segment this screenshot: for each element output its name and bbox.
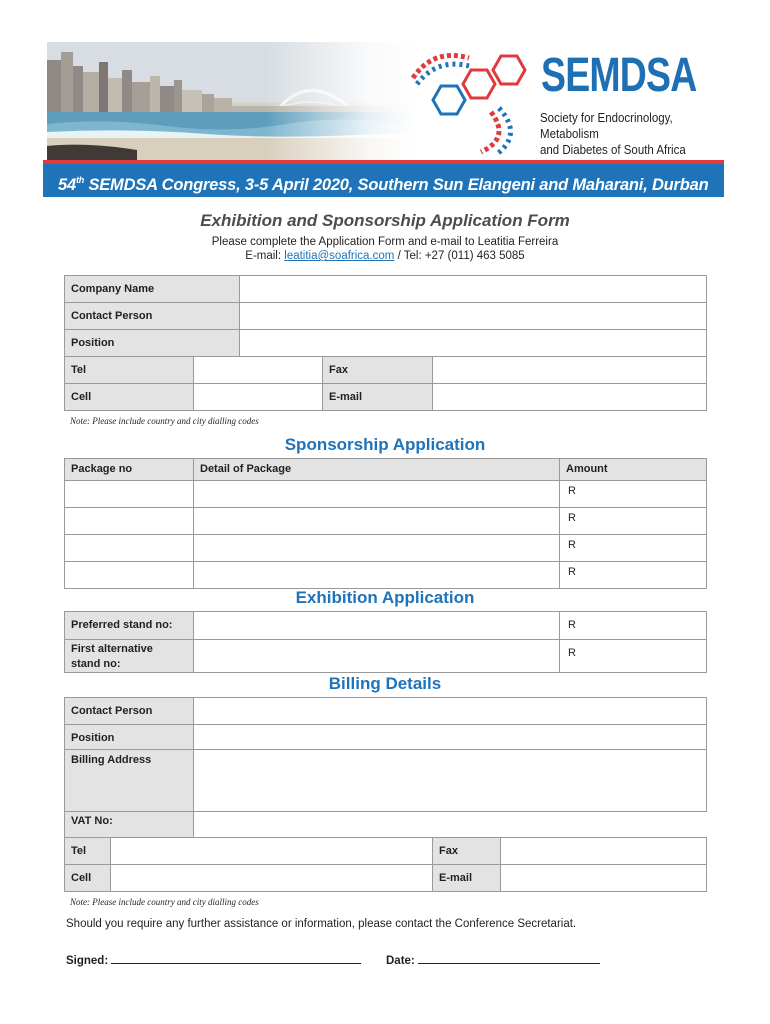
tel-field[interactable] (194, 357, 323, 384)
header-banner (43, 42, 724, 197)
signed-field[interactable]: Signed: (66, 954, 361, 967)
sponsorship-heading: Sponsorship Application (284, 435, 486, 454)
billing-cell-field[interactable] (111, 865, 433, 892)
vat-no-field[interactable] (194, 812, 707, 838)
society-tagline: Society for Endocrinology, Metabolism and Diabetes of South Africa (540, 111, 686, 157)
billing-contact-person-field[interactable] (194, 698, 707, 725)
preferred-stand-field[interactable] (194, 612, 560, 640)
preferred-stand-label: Preferred stand no: (65, 612, 194, 640)
billing-email-label: E-mail (433, 865, 501, 892)
amount-header: Amount (560, 459, 707, 481)
package-detail-field[interactable] (194, 508, 560, 535)
billing-email-field[interactable] (501, 865, 707, 892)
billing-address-label: Billing Address (65, 750, 194, 812)
semdsa-wordmark: SEMDSA (541, 49, 697, 102)
amount-field[interactable]: R (560, 481, 707, 508)
vat-no-label: VAT No: (65, 812, 194, 838)
billing-position-label: Position (65, 725, 194, 750)
detail-of-package-header: Detail of Package (194, 459, 560, 481)
intro-contact-line: E-mail: leatitia@soafrica.com / Tel: +27 (011) 463 5085 (245, 250, 525, 262)
intro-instruction: Please complete the Application Form and e-mail to Leatitia Ferreira (211, 236, 559, 248)
package-no-field[interactable] (65, 562, 194, 589)
exhibition-heading: Exhibition Application (295, 588, 475, 607)
billing-address-field[interactable] (194, 750, 707, 812)
first-alternative-field[interactable] (194, 640, 560, 673)
first-alternative-label: First alternative stand no: (65, 640, 194, 673)
contact-person-field[interactable] (240, 303, 707, 330)
package-detail-field[interactable] (194, 562, 560, 589)
contact-details-table (64, 275, 707, 411)
billing-contact-person-label: Contact Person (65, 698, 194, 725)
tel-label: Tel (65, 357, 194, 384)
preferred-stand-amount[interactable]: R (560, 612, 707, 640)
billing-position-field[interactable] (194, 725, 707, 750)
amount-field[interactable]: R (560, 508, 707, 535)
contact-person-label: Contact Person (65, 303, 240, 330)
company-name-label: Company Name (65, 276, 240, 303)
form-title: Exhibition and Sponsorship Application Form (200, 211, 570, 230)
cell-field[interactable] (194, 384, 323, 411)
billing-table (64, 697, 707, 892)
dialling-codes-note: Note: Please include country and city dialling codes (70, 416, 259, 426)
company-name-field[interactable] (240, 276, 707, 303)
amount-field[interactable]: R (560, 535, 707, 562)
cell-label: Cell (65, 384, 194, 411)
billing-heading: Billing Details (328, 674, 442, 693)
email-link[interactable]: leatitia@soafrica.com (284, 250, 395, 262)
package-no-field[interactable] (65, 535, 194, 562)
sponsorship-table (64, 458, 707, 589)
position-label: Position (65, 330, 240, 357)
first-alternative-amount[interactable]: R (560, 640, 707, 673)
billing-tel-field[interactable] (111, 838, 433, 865)
package-detail-field[interactable] (194, 535, 560, 562)
package-detail-field[interactable] (194, 481, 560, 508)
package-no-field[interactable] (65, 481, 194, 508)
date-field[interactable]: Date: (386, 954, 600, 967)
amount-field[interactable]: R (560, 562, 707, 589)
billing-fax-label: Fax (433, 838, 501, 865)
congress-title-band: 54th SEMDSA Congress, 3-5 April 2020, Southern Sun Elangeni and Maharani, Durban (43, 164, 724, 197)
durban-beachfront-photo (47, 42, 415, 160)
position-field[interactable] (240, 330, 707, 357)
fax-field[interactable] (433, 357, 707, 384)
fax-label: Fax (323, 357, 433, 384)
billing-tel-label: Tel (65, 838, 111, 865)
package-no-field[interactable] (65, 508, 194, 535)
billing-cell-label: Cell (65, 865, 111, 892)
billing-fax-field[interactable] (501, 838, 707, 865)
exhibition-table (64, 611, 707, 673)
email-field[interactable] (433, 384, 707, 411)
hexagon-molecule-logo-icon (393, 42, 543, 160)
package-no-header: Package no (65, 459, 194, 481)
assistance-text: Should you require any further assistance or information, please contact the Conference Secretariat. (66, 918, 577, 930)
billing-dialling-codes-note: Note: Please include country and city dialling codes (70, 897, 259, 907)
email-label: E-mail (323, 384, 433, 411)
